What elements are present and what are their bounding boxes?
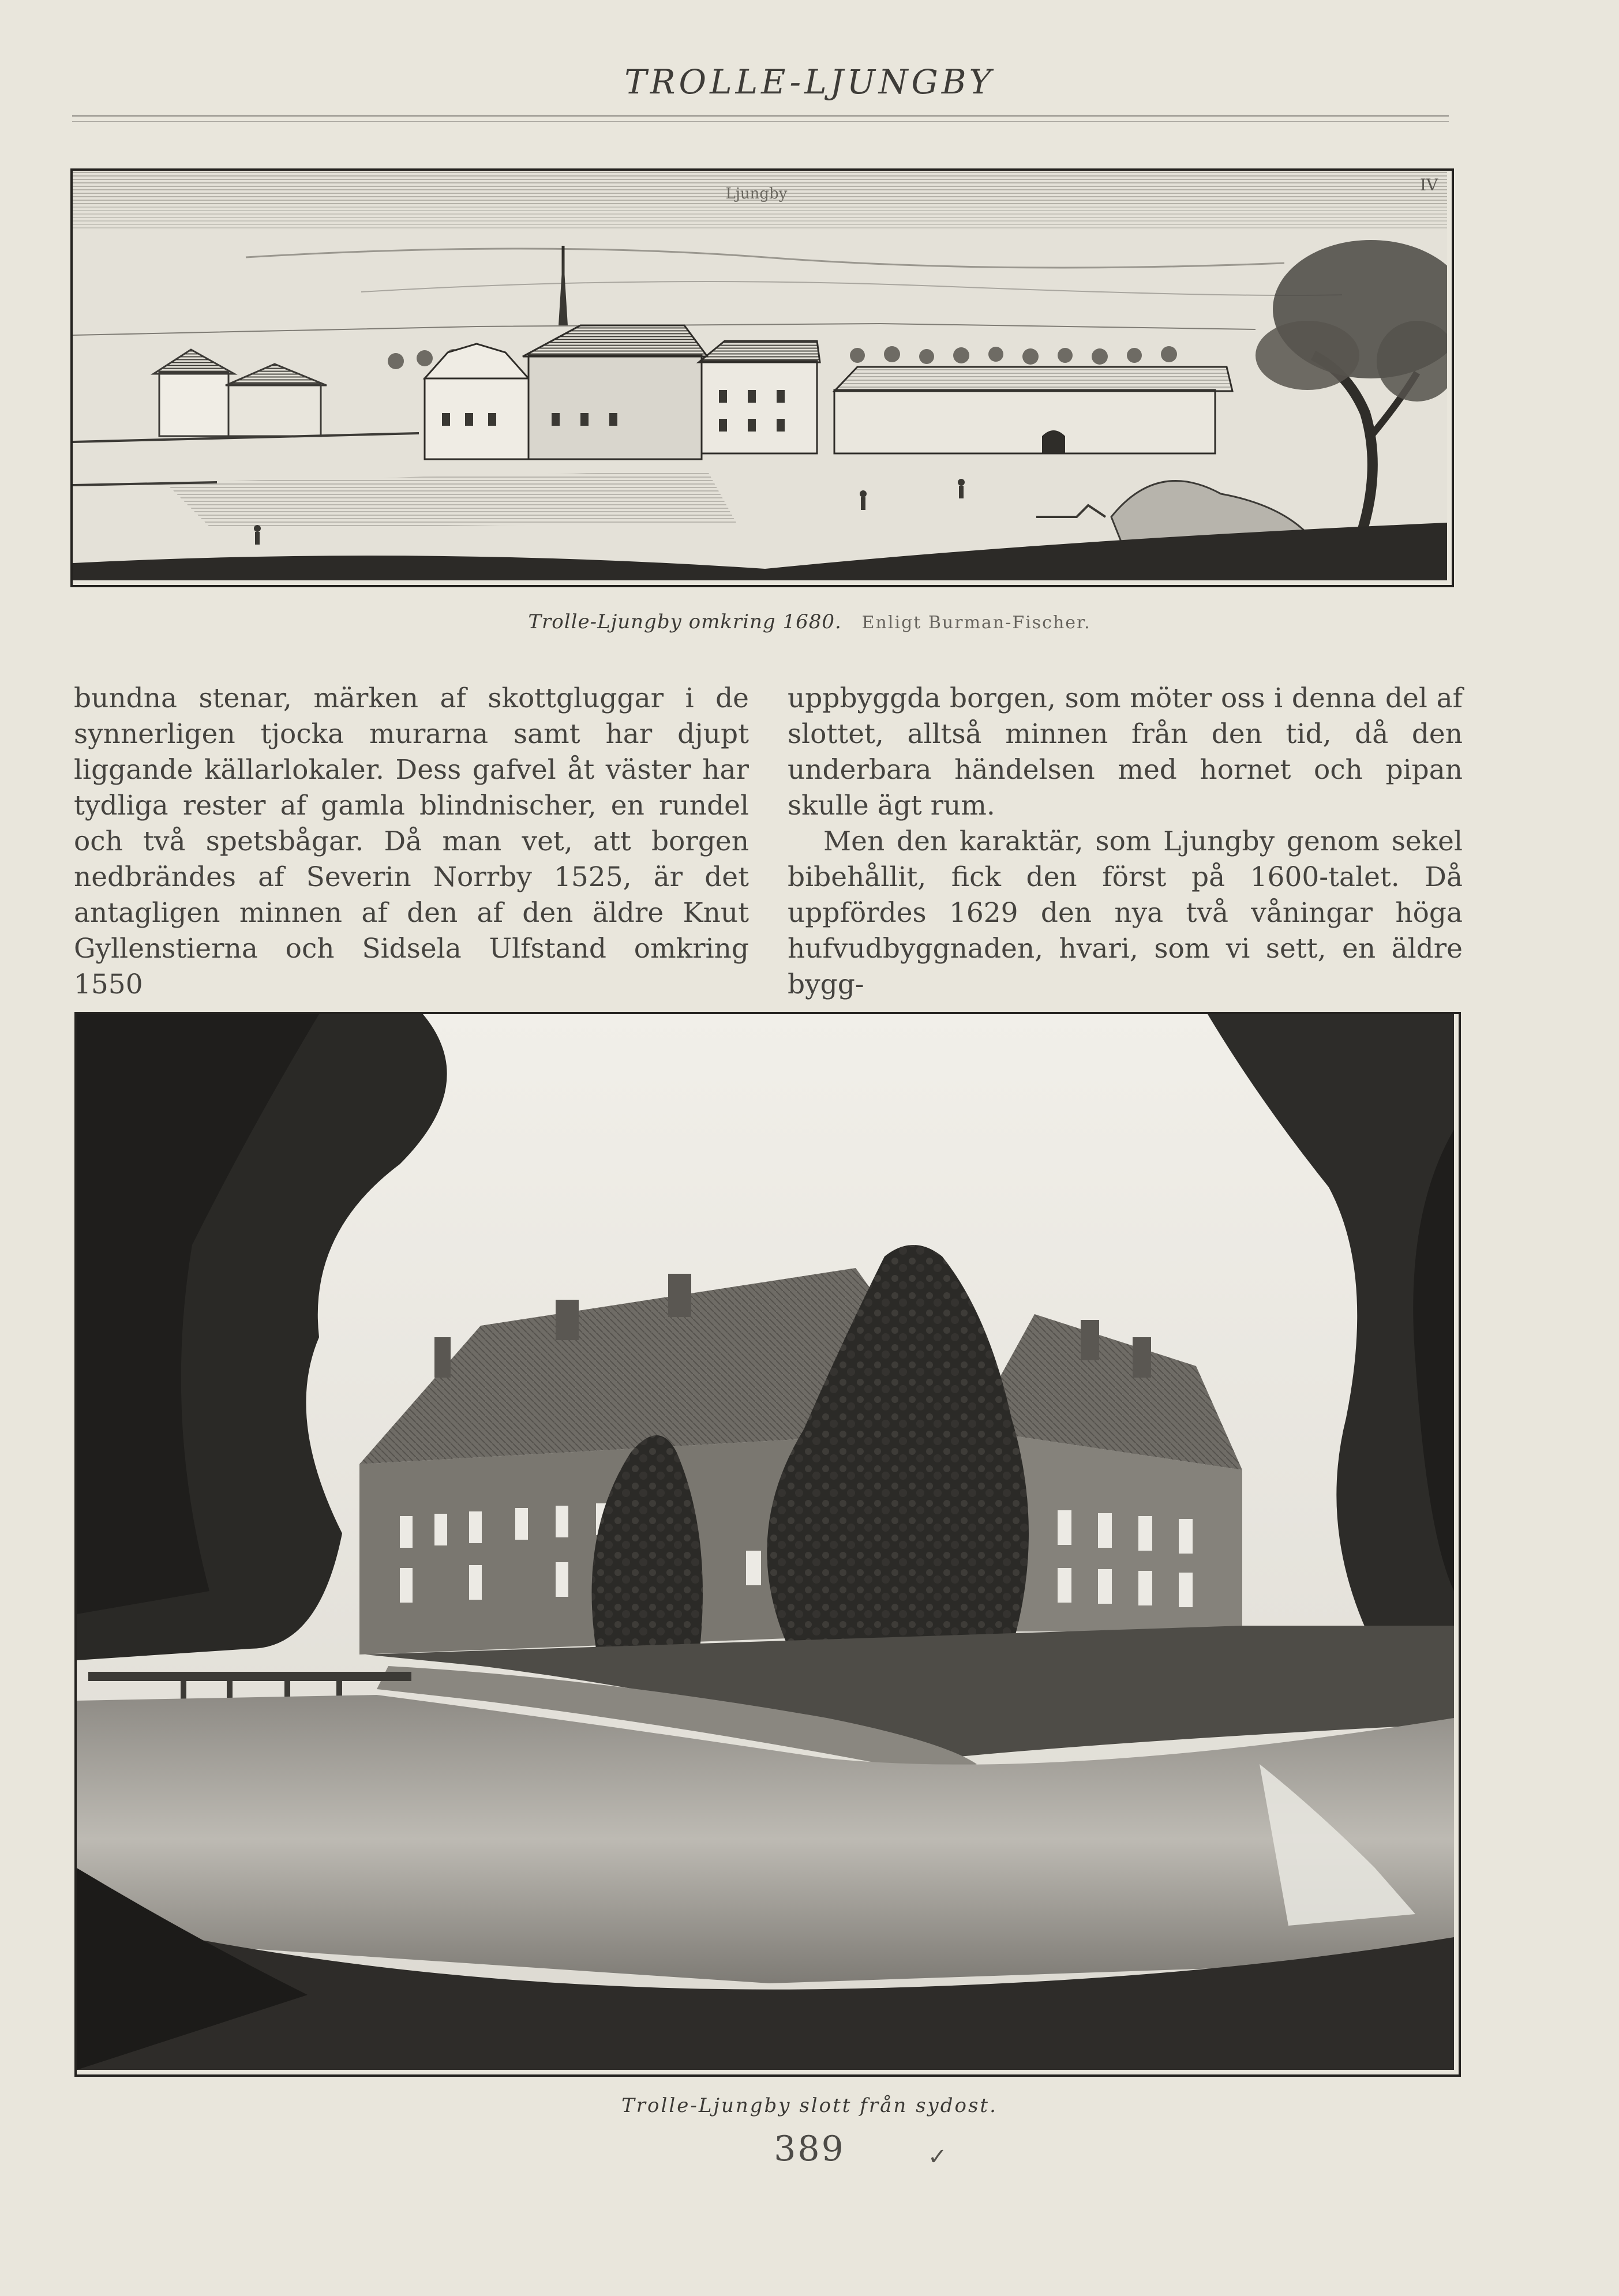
text-column-left: [74, 681, 749, 1003]
paragraph-right-1: uppbyggda borgen, som möter oss i denna del af slottet, alltså minnen från den tid, då den underbara händelsen med hornet och pipan skulle ägt rum.: [788, 682, 1463, 821]
engraving-drawing: [73, 171, 1447, 580]
plate-number: IV: [1420, 175, 1438, 194]
castle-photograph: [74, 1012, 1461, 2077]
paragraph-left: bundna stenar, märken af skottgluggar i de synnerligen tjocka murarna samt har djupt liggande källarlokaler. Dess gafvel åt väster har tydliga rester af gamla blindnischer, en rundel och två spetsbågar. Då man vet, att borgen nedbrändes af Severin Norrby 1525, är det antagligen minnen af den af den äldre Knut Gyllenstierna och Sidsela Ulfstand omkring 1550: [74, 682, 749, 1000]
text-column-right: [788, 681, 1463, 1003]
engraving-caption-title: Trolle-Ljungby omkring 1680.: [528, 610, 842, 633]
page-number: 389: [774, 2129, 845, 2169]
running-head: TROLLE-LJUNGBY: [624, 62, 995, 102]
castle-photo-drawing: [77, 1014, 1454, 2070]
photo-caption: Trolle-Ljungby slott från sydost.: [621, 2094, 998, 2117]
pencil-mark: ✓: [928, 2144, 947, 2170]
engraving-caption-source: Enligt Burman-Fischer.: [861, 613, 1091, 633]
engraving-caption: [0, 610, 1619, 633]
paragraph-right-2: Men den karaktär, som Ljungby genom sekel bibehållit, fick den först på 1600-talet. Då uppfördes 1629 den nya två våningar höga hufvudbyggnaden, hvari, som vi sett, en äldre bygg-: [788, 826, 1463, 1000]
engraving-illustration: [70, 168, 1454, 587]
header-rule-thin: [72, 121, 1449, 122]
engraving-inscription: Ljungby: [725, 185, 788, 202]
header-rule: [72, 115, 1449, 117]
